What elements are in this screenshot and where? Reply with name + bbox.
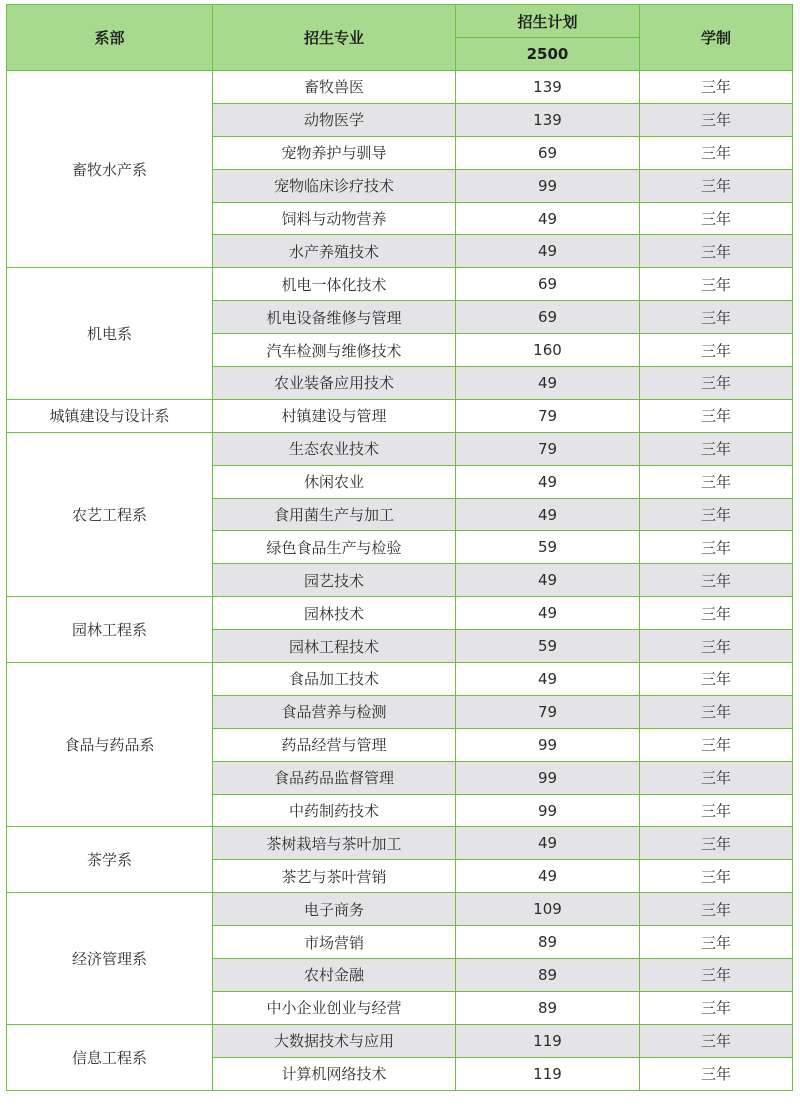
table-row <box>7 827 793 860</box>
major-cell: 生态农业技术 <box>213 432 456 465</box>
major-cell: 水产养殖技术 <box>213 235 456 268</box>
plan-cell: 139 <box>456 103 640 136</box>
department-cell: 农艺工程系 <box>7 432 213 596</box>
plan-cell: 99 <box>456 728 640 761</box>
plan-cell: 89 <box>456 959 640 992</box>
header-duration: 学制 <box>640 5 793 71</box>
duration-cell: 三年 <box>640 202 793 235</box>
plan-cell: 49 <box>456 827 640 860</box>
enrollment-plan-table <box>6 4 793 1091</box>
header-plan-total: 2500 <box>456 38 640 71</box>
major-cell: 动物医学 <box>213 103 456 136</box>
major-cell: 宠物临床诊疗技术 <box>213 169 456 202</box>
plan-cell: 99 <box>456 169 640 202</box>
plan-cell: 59 <box>456 630 640 663</box>
plan-cell: 119 <box>456 1057 640 1090</box>
major-cell: 畜牧兽医 <box>213 71 456 104</box>
plan-cell: 59 <box>456 531 640 564</box>
major-cell: 大数据技术与应用 <box>213 1024 456 1057</box>
major-cell: 中药制药技术 <box>213 794 456 827</box>
table-row <box>7 432 793 465</box>
plan-cell: 79 <box>456 695 640 728</box>
plan-cell: 49 <box>456 597 640 630</box>
major-cell: 食品药品监督管理 <box>213 761 456 794</box>
major-cell: 农业装备应用技术 <box>213 367 456 400</box>
plan-cell: 69 <box>456 136 640 169</box>
enrollment-table-container <box>6 4 792 1091</box>
duration-cell: 三年 <box>640 301 793 334</box>
plan-cell: 99 <box>456 761 640 794</box>
plan-cell: 49 <box>456 235 640 268</box>
duration-cell: 三年 <box>640 663 793 696</box>
table-row <box>7 663 793 696</box>
major-cell: 绿色食品生产与检验 <box>213 531 456 564</box>
duration-cell: 三年 <box>640 399 793 432</box>
major-cell: 茶艺与茶叶营销 <box>213 860 456 893</box>
header-major: 招生专业 <box>213 5 456 71</box>
duration-cell: 三年 <box>640 959 793 992</box>
plan-cell: 49 <box>456 663 640 696</box>
plan-cell: 139 <box>456 71 640 104</box>
major-cell: 市场营销 <box>213 926 456 959</box>
major-cell: 休闲农业 <box>213 465 456 498</box>
major-cell: 食品加工技术 <box>213 663 456 696</box>
major-cell: 园艺技术 <box>213 564 456 597</box>
table-row <box>7 71 793 104</box>
major-cell: 食品营养与检测 <box>213 695 456 728</box>
major-cell: 村镇建设与管理 <box>213 399 456 432</box>
duration-cell: 三年 <box>640 268 793 301</box>
major-cell: 农村金融 <box>213 959 456 992</box>
duration-cell: 三年 <box>640 991 793 1024</box>
duration-cell: 三年 <box>640 334 793 367</box>
duration-cell: 三年 <box>640 728 793 761</box>
major-cell: 机电一体化技术 <box>213 268 456 301</box>
duration-cell: 三年 <box>640 564 793 597</box>
duration-cell: 三年 <box>640 465 793 498</box>
duration-cell: 三年 <box>640 597 793 630</box>
duration-cell: 三年 <box>640 169 793 202</box>
duration-cell: 三年 <box>640 695 793 728</box>
plan-cell: 109 <box>456 893 640 926</box>
plan-cell: 89 <box>456 926 640 959</box>
duration-cell: 三年 <box>640 432 793 465</box>
duration-cell: 三年 <box>640 498 793 531</box>
duration-cell: 三年 <box>640 794 793 827</box>
plan-cell: 49 <box>456 367 640 400</box>
major-cell: 宠物养护与驯导 <box>213 136 456 169</box>
major-cell: 园林技术 <box>213 597 456 630</box>
header-enrollment-plan: 招生计划 <box>456 5 640 38</box>
department-cell: 机电系 <box>7 268 213 400</box>
duration-cell: 三年 <box>640 1057 793 1090</box>
plan-cell: 89 <box>456 991 640 1024</box>
duration-cell: 三年 <box>640 235 793 268</box>
plan-cell: 49 <box>456 498 640 531</box>
department-cell: 信息工程系 <box>7 1024 213 1090</box>
plan-cell: 49 <box>456 564 640 597</box>
major-cell: 汽车检测与维修技术 <box>213 334 456 367</box>
department-cell: 食品与药品系 <box>7 663 213 827</box>
major-cell: 食用菌生产与加工 <box>213 498 456 531</box>
table-header <box>7 5 793 71</box>
table-row <box>7 893 793 926</box>
table-row <box>7 1024 793 1057</box>
duration-cell: 三年 <box>640 531 793 564</box>
duration-cell: 三年 <box>640 630 793 663</box>
table-row <box>7 399 793 432</box>
plan-cell: 49 <box>456 860 640 893</box>
plan-cell: 160 <box>456 334 640 367</box>
duration-cell: 三年 <box>640 893 793 926</box>
department-cell: 茶学系 <box>7 827 213 893</box>
plan-cell: 49 <box>456 465 640 498</box>
major-cell: 药品经营与管理 <box>213 728 456 761</box>
major-cell: 饲料与动物营养 <box>213 202 456 235</box>
duration-cell: 三年 <box>640 926 793 959</box>
major-cell: 园林工程技术 <box>213 630 456 663</box>
table-body <box>7 71 793 1091</box>
department-cell: 城镇建设与设计系 <box>7 399 213 432</box>
major-cell: 茶树栽培与茶叶加工 <box>213 827 456 860</box>
plan-cell: 119 <box>456 1024 640 1057</box>
duration-cell: 三年 <box>640 136 793 169</box>
major-cell: 计算机网络技术 <box>213 1057 456 1090</box>
duration-cell: 三年 <box>640 827 793 860</box>
plan-cell: 49 <box>456 202 640 235</box>
major-cell: 电子商务 <box>213 893 456 926</box>
duration-cell: 三年 <box>640 367 793 400</box>
department-cell: 园林工程系 <box>7 597 213 663</box>
duration-cell: 三年 <box>640 103 793 136</box>
duration-cell: 三年 <box>640 71 793 104</box>
duration-cell: 三年 <box>640 1024 793 1057</box>
department-cell: 畜牧水产系 <box>7 71 213 268</box>
department-cell: 经济管理系 <box>7 893 213 1025</box>
header-department: 系部 <box>7 5 213 71</box>
table-row <box>7 268 793 301</box>
plan-cell: 79 <box>456 399 640 432</box>
major-cell: 机电设备维修与管理 <box>213 301 456 334</box>
plan-cell: 99 <box>456 794 640 827</box>
plan-cell: 79 <box>456 432 640 465</box>
table-row <box>7 597 793 630</box>
duration-cell: 三年 <box>640 860 793 893</box>
plan-cell: 69 <box>456 268 640 301</box>
major-cell: 中小企业创业与经营 <box>213 991 456 1024</box>
plan-cell: 69 <box>456 301 640 334</box>
duration-cell: 三年 <box>640 761 793 794</box>
